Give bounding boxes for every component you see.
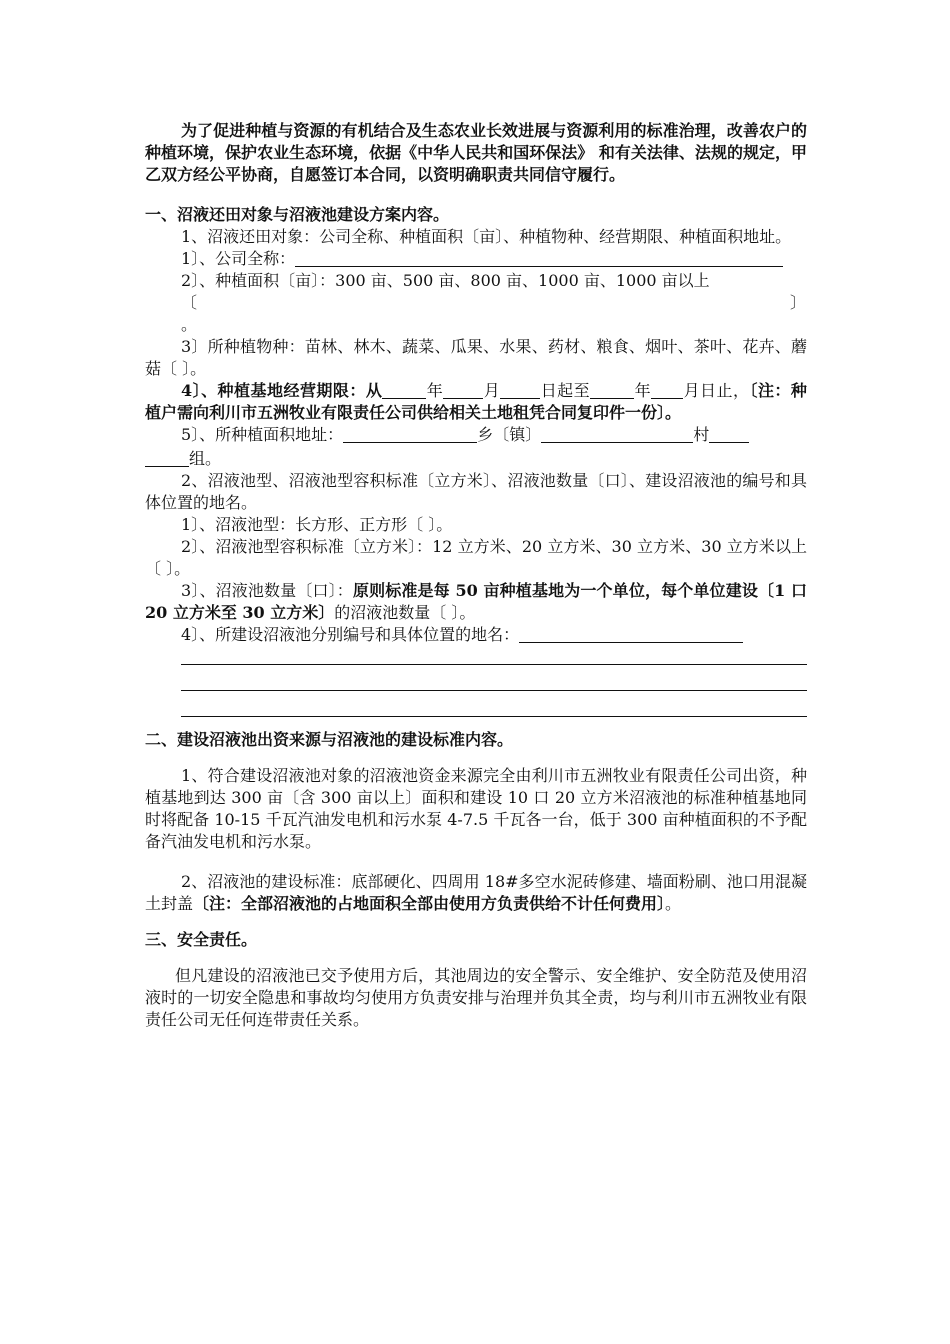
operation-period-line (145, 380, 807, 424)
pool-count-label: 3〕、沼液池数量〔口〕： (181, 581, 353, 600)
group-blank-2 (145, 450, 189, 467)
month-blank (443, 382, 483, 399)
planting-area-row (145, 270, 807, 292)
month-label: 月 (483, 381, 501, 400)
group-label: 组。 (189, 449, 222, 468)
pool-location-blank (519, 626, 743, 643)
company-name-row (145, 248, 807, 270)
plant-species-line: 3〕所种植物种：苗林、林木、蔬菜、瓜果、水果、药材、粮食、烟叶、茶叶、花卉、蘑菇〔 〕。 (145, 337, 807, 378)
township-label: 乡〔镇〕 (477, 425, 542, 444)
pool-location-row (145, 624, 807, 646)
month2-label: 月日 (683, 381, 717, 400)
year-label: 年 (426, 381, 444, 400)
section3-body: 但凡建设的沼液池已交予使用方后，其池周边的安全警示、安全维护、安全防范及使用沼液时的一切安全隐患和事故均匀使用方负责安排与治理并负其全责，均与利川市五洲牧业有限责任公司无任何连带责任关系。 (145, 966, 807, 1029)
period-mark-2: 。 (665, 894, 682, 913)
operation-period-label: 4〕、种植基地经营期限：从 (181, 381, 383, 400)
planting-area-end-row (145, 314, 807, 336)
section2-item1: 1、符合建设沼液池对象的沼液池资金来源完全由利川市五洲牧业有限责任公司出资，种植基地到达 300 亩〔含 300 亩以上〕面积和建设 10 口 20 立方米沼液池的标准种植基地同时将配备 10-15 千瓦汽油发电机和污水泵 4-7.5 千瓦各一台，低于 300 亩种植面积的不予配备汽油发电机和污水泵。 (145, 766, 807, 851)
village-blank (541, 426, 693, 443)
pool-location-label: 4〕、所建设沼液池分别编号和具体位置的地名： (181, 625, 520, 644)
period-mark: 。 (181, 315, 198, 334)
day-blank (500, 382, 540, 399)
day-label: 日起至 (540, 381, 591, 400)
month2-blank (651, 382, 683, 399)
year-blank (382, 382, 426, 399)
section2-title: 二、建设沼液池出资来源与沼液池的建设标准内容。 (145, 730, 514, 749)
year2-blank (590, 382, 634, 399)
pool-count-line (145, 580, 807, 624)
contract-page (145, 120, 807, 1031)
bracket-close: 〕 (790, 293, 807, 312)
address-label: 5〕、所种植面积地址： (181, 425, 344, 444)
section1-title: 一、沼液还田对象与沼液池建设方案内容。 (145, 205, 450, 224)
company-name-blank (295, 250, 783, 267)
company-name-label: 1〕、公司全称： (181, 249, 296, 268)
intro-paragraph: 为了促进种植与资源的有机结合及生态农业长效进展与资源利用的标准治理，改善农户的种植环境，保护农业生态环境，依据《中华人民共和国环保法》 和有关法律、法规的规定，甲乙双方经公平协商，自愿签订本合同，以资明确职责共同信守履行。 (145, 121, 807, 184)
group-blank (709, 426, 749, 443)
construction-standard: 2、沼液池的建设标准：底部硬化、四周用 18#多空水泥砖修建、墙面粉刷、池口用混凝土封盖 (145, 872, 807, 913)
year2-label: 年 (634, 381, 652, 400)
land-note: 〔注：全部沼液池的占地面积全部由使用方负责供给不计任何费用〕 (193, 894, 666, 913)
planting-area-label: 2〕、种植面积〔亩〕：300 亩、500 亩、800 亩、1000 亩、1000 亩以上 (181, 271, 710, 290)
planting-area-bracket-row (145, 292, 807, 314)
pool-count-rule: 原则标准是每 50 亩种植基地为一个单位，每个单位建设〔1 口 20 立方米至 30 立方米〕 (145, 581, 807, 622)
pool-shape-line: 1〕、沼液池型：长方形、正方形〔 〕。 (181, 515, 453, 534)
section1-item1: 1、沼液还田对象：公司全称、种植面积〔亩〕、种植物种、经营期限、种植面积地址。 (181, 227, 792, 246)
section3-title: 三、安全责任。 (145, 930, 258, 949)
township-blank (343, 426, 477, 443)
group-row (145, 448, 807, 470)
pool-count-blank-label: 的沼液池数量〔 〕。 (334, 603, 476, 622)
lease-note: 〔注：种植户需向利川市五洲牧业有限责任公司供给相关土地租凭合同复印件一份〕。 (145, 381, 807, 422)
section1-item2: 2、沼液池型、沼液池型容积标准〔立方米〕、沼液池数量〔口〕、建设沼液池的编号和具体位置的地名。 (145, 471, 807, 512)
section2-item2 (145, 871, 807, 915)
pool-volume-line: 2〕、沼液池型容积标准〔立方米〕：12 立方米、20 立方米、30 立方米、30 立方米以上〔 〕。 (145, 537, 807, 578)
address-row (145, 424, 807, 448)
bracket-open: 〔 (181, 293, 198, 312)
end-label: 止， (716, 381, 750, 400)
village-label: 村 (693, 425, 710, 444)
